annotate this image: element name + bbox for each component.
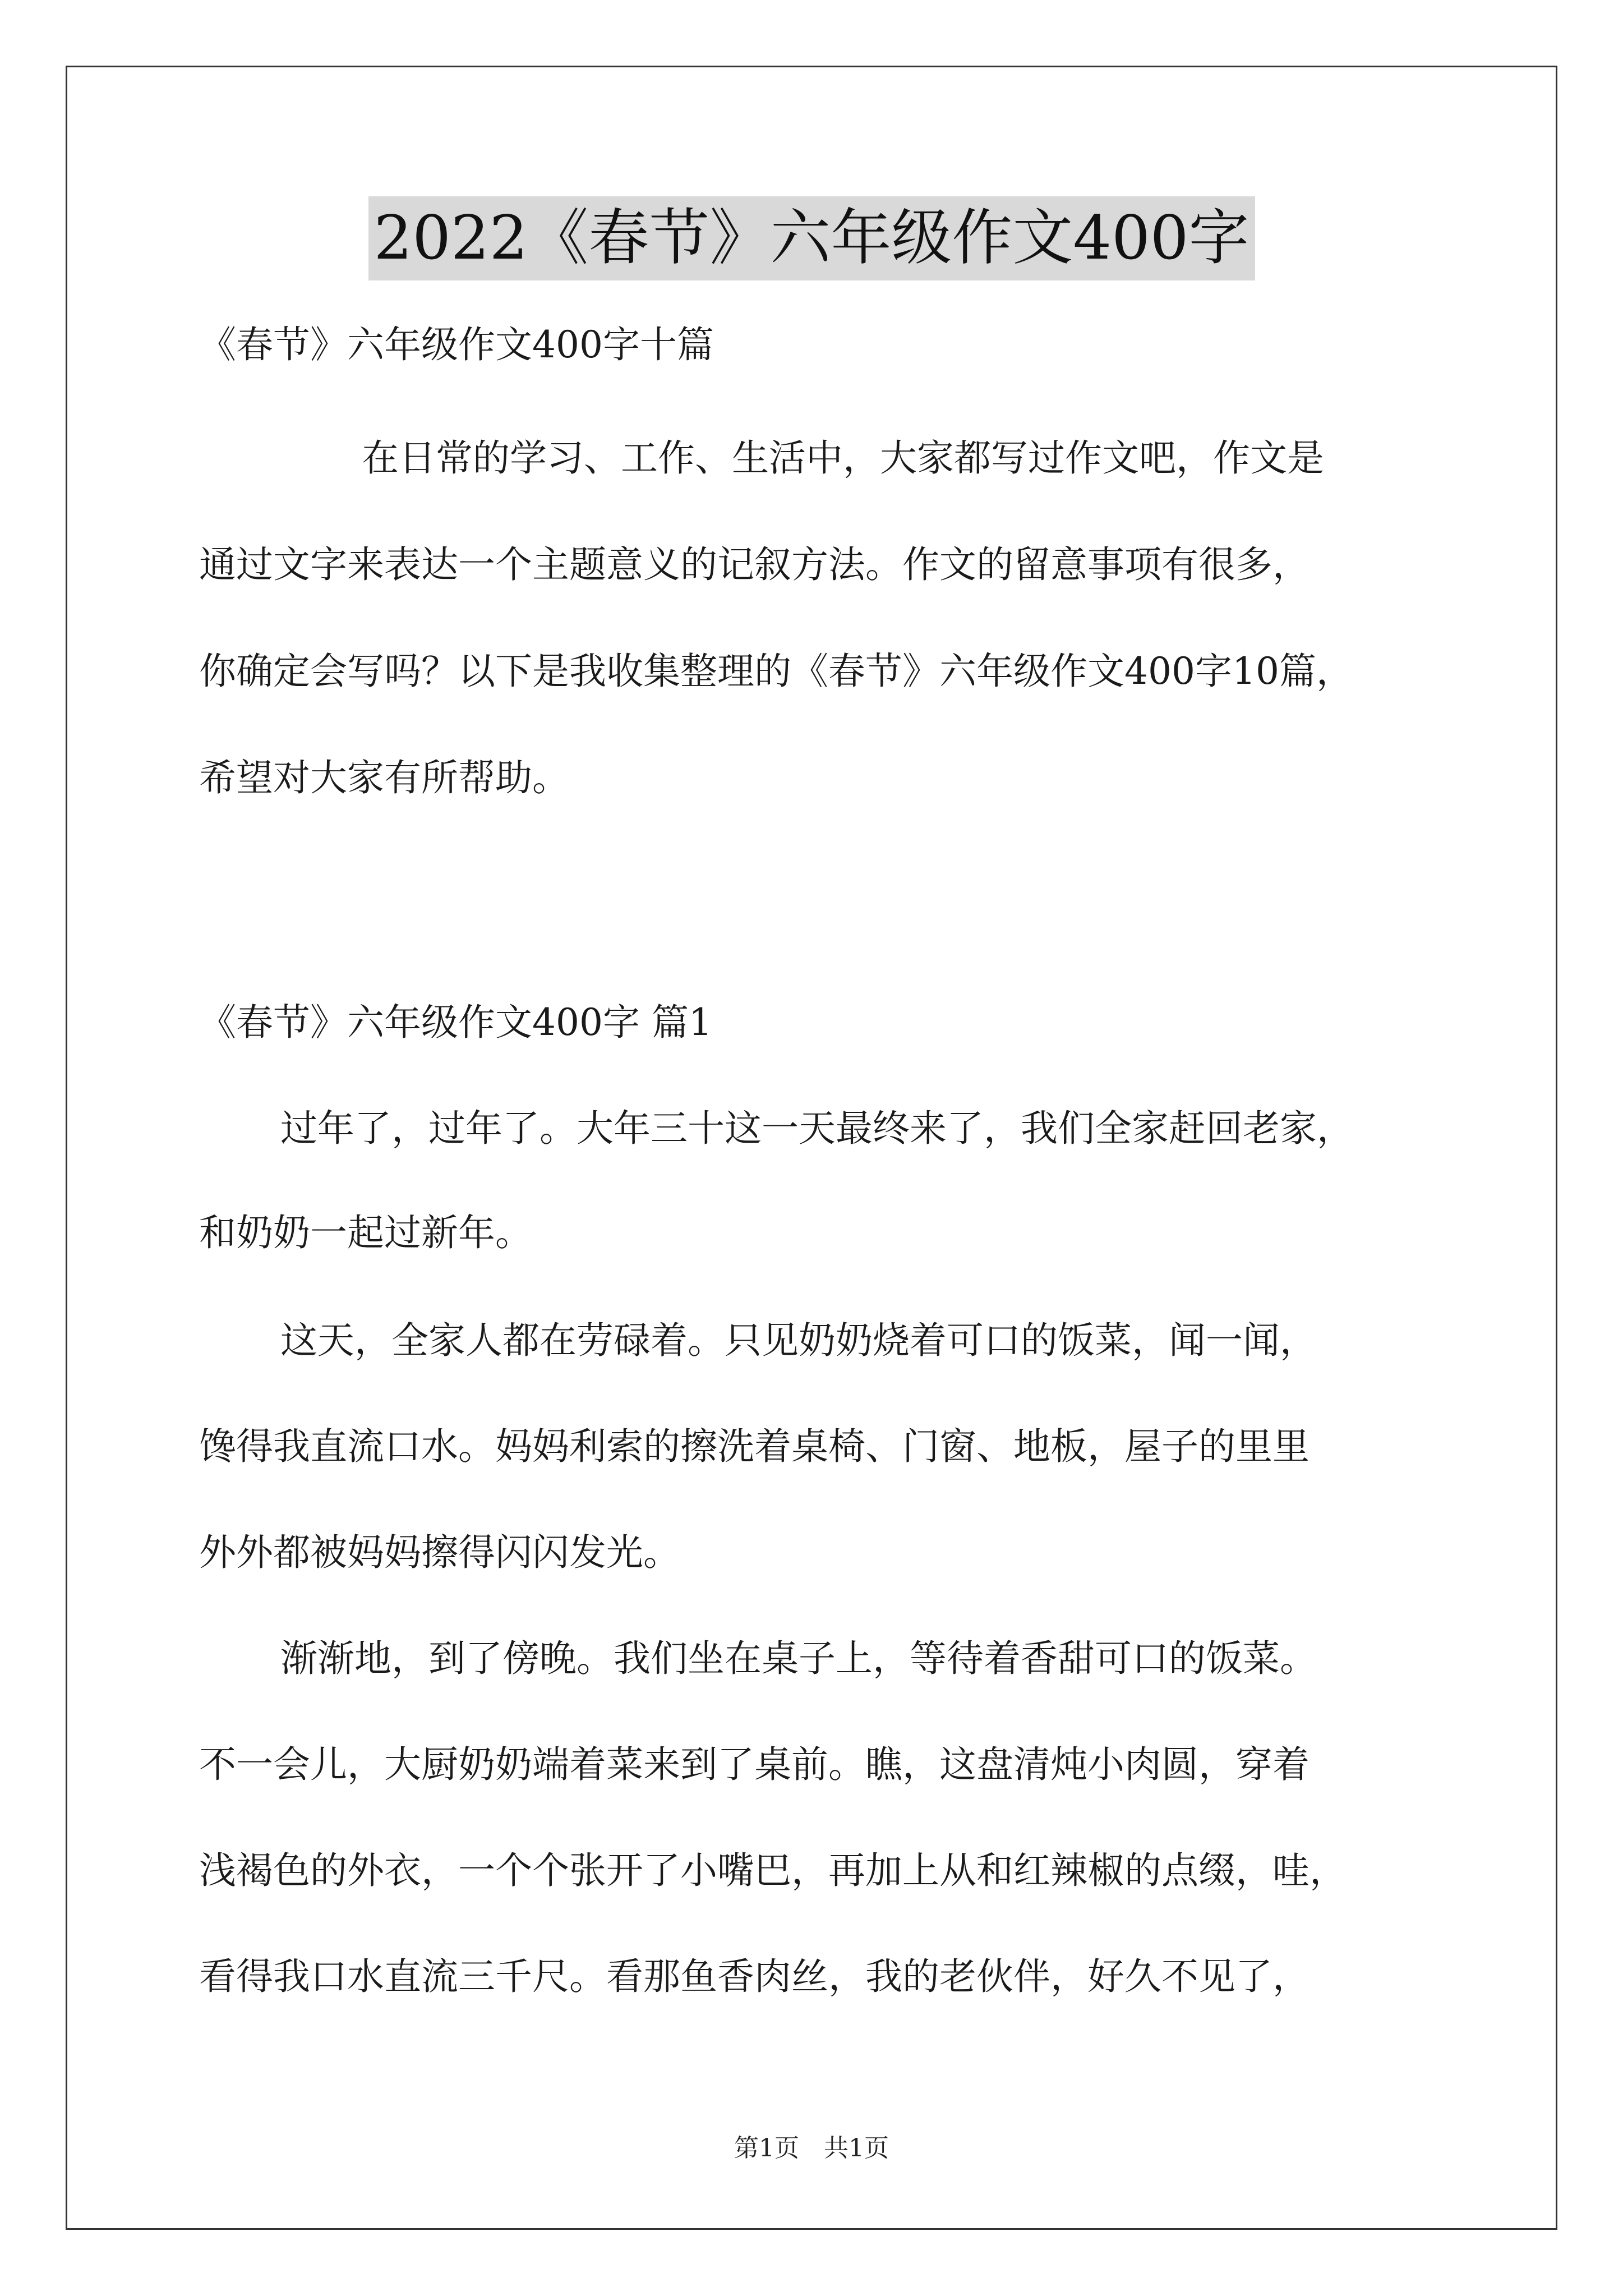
intro-line-2: 通过文字来表达一个主题意义的记叙方法。作文的留意事项有很多， (199, 543, 1310, 586)
intro-line-1: 在日常的学习、工作、生活中，大家都写过作文吧，作文是 (362, 436, 1324, 480)
page-footer: 第1页 共1页 (734, 2134, 889, 2162)
intro-line-4: 希望对大家有所帮助。 (199, 756, 569, 799)
body-line-1: 过年了，过年了。大年三十这一天最终来了，我们全家赶回老家， (280, 1107, 1354, 1150)
title-block (0, 196, 1623, 280)
document-title: 2022《春节》六年级作文400字 (368, 196, 1255, 280)
body-line-7: 不一会儿，大厨奶奶端着菜来到了桌前。瞧，这盘清炖小肉圆，穿着 (199, 1743, 1310, 1786)
body-line-4: 馋得我直流口水。妈妈利索的擦洗着桌椅、门窗、地板，屋子的里里 (199, 1425, 1310, 1468)
body-line-3: 这天，全家人都在劳碌着。只见奶奶烧着可口的饭菜，闻一闻， (280, 1319, 1317, 1362)
body-line-8: 浅褐色的外衣，一个个张开了小嘴巴，再加上从和红辣椒的点缀，哇， (199, 1849, 1347, 1892)
body-line-2: 和奶奶一起过新年。 (199, 1211, 532, 1254)
intro-line-3: 你确定会写吗？以下是我收集整理的《春节》六年级作文400字10篇， (199, 650, 1353, 693)
body-line-6: 渐渐地，到了傍晚。我们坐在桌子上，等待着香甜可口的饭菜。 (280, 1637, 1317, 1680)
body-line-5: 外外都被妈妈擦得闪闪发光。 (199, 1531, 680, 1574)
document-subtitle: 《春节》六年级作文400字十篇 (199, 323, 714, 366)
section-heading: 《春节》六年级作文400字 篇1 (199, 1001, 712, 1044)
body-line-9: 看得我口水直流三千尺。看那鱼香肉丝，我的老伙伴，好久不见了， (199, 1955, 1310, 1998)
